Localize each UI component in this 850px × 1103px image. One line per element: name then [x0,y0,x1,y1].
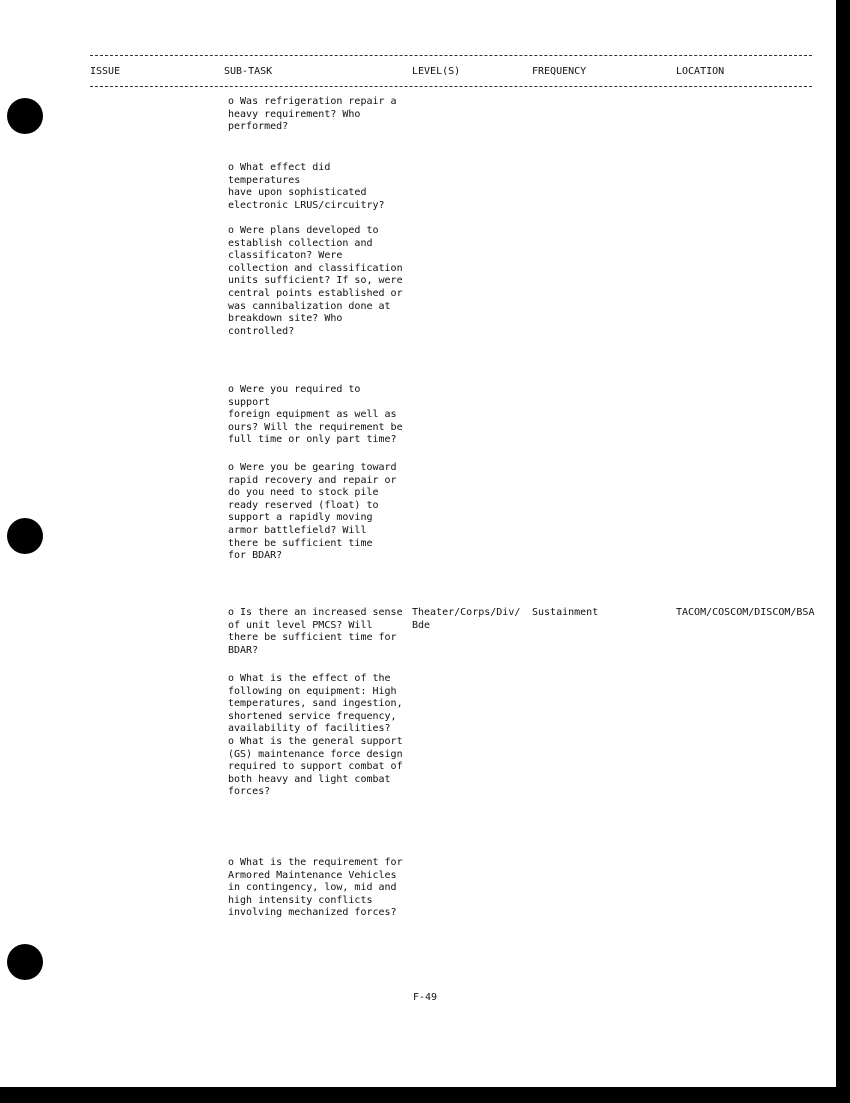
punch-hole [7,98,43,134]
subtask-item: o Were plans developed to establish collection and classificaton? Were collection and classification units sufficient? If so, were central points established or was cannibalization done at breakdown site? Who controlled? [228,225,403,337]
scan-edge-right [836,0,850,1103]
page-number: F-49 [412,992,438,1003]
subtask-item: o Were you be gearing toward rapid recovery and repair or do you need to stock pile ready reserved (float) to support a rapidly moving armor battlefield? Will there be sufficient time for BDAR? [228,462,397,562]
punch-hole [7,944,43,980]
subtask-item: o Were you required to support foreign equipment as well as ours? Will the requirement be full time or only part time? [228,384,403,446]
subtask-item: o What is the requirement for Armored Maintenance Vehicles in contingency, low, mid and high intensity conflicts involving mechanized forces? [228,857,403,919]
header-frequency: FREQUENCY [532,66,587,77]
subtask-item: o What is the effect of the following on equipment: High temperatures, sand ingestion, shortened service frequency, availability of facilities? o What is the general support (GS) maintenance force design required to support combat of both heavy and light combat forces? [228,673,403,798]
row-location: TACOM/COSCOM/DISCOM/BSA [676,607,815,618]
row-frequency: Sustainment [532,607,599,618]
subtask-item: o Was refrigeration repair a heavy requirement? Who performed? [228,96,397,133]
row-levels: Theater/Corps/Div/ Bde [412,607,521,631]
header-subtask: SUB-TASK [224,66,273,77]
header-top-rule [90,55,812,56]
header-bottom-rule [90,86,812,87]
header-location: LOCATION [676,66,725,77]
header-issue: ISSUE [90,66,121,77]
header-levels: LEVEL(S) [412,66,461,77]
punch-hole [7,518,43,554]
scan-edge-bottom [0,1087,850,1103]
subtask-item: o What effect did temperatures have upon sophisticated electronic LRUS/circuitry? [228,162,385,211]
subtask-item: o Is there an increased sense of unit level PMCS? Will there be sufficient time for BDAR? [228,607,403,656]
